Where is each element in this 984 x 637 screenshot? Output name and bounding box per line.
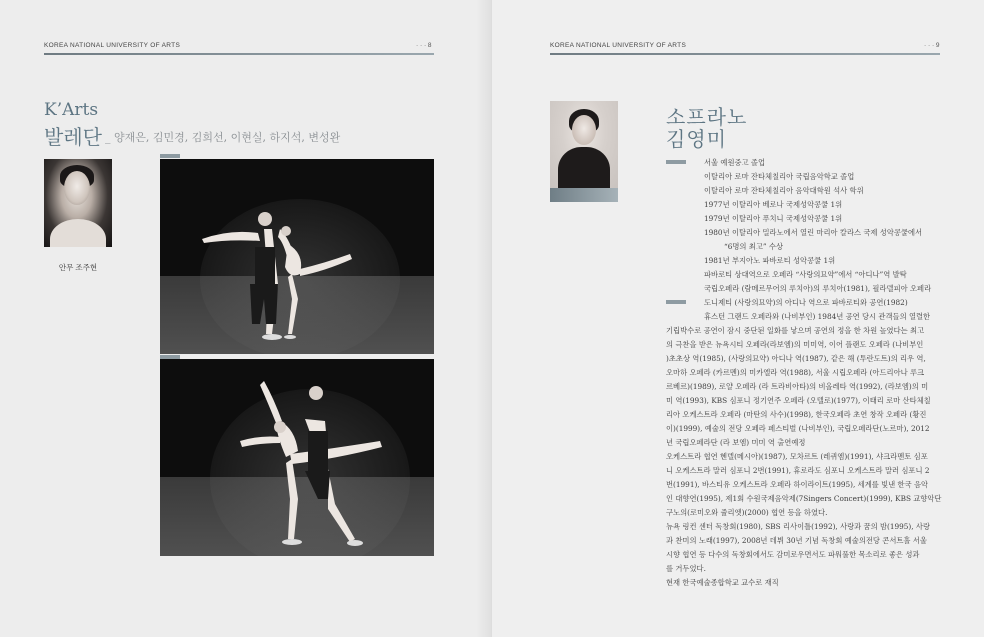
bio-line: 국립오페라 (람메르무어의 루치아)의 루치아(1981), 필라델피아 오페라 <box>704 284 932 293</box>
bio-line: 의 극찬을 받은 뉴욕시티 오페라(라보엠)의 미미역, 이어 플랜도 오페라 (나비부인 <box>666 340 924 349</box>
ballet-photo-2 <box>160 359 434 556</box>
header-rule <box>44 53 434 55</box>
bio-line: 기립박수로 공연이 잠시 중단된 일화를 낳으며 공연의 정을 한 차원 높였다는 최고 <box>666 326 925 335</box>
header-left-page-number <box>416 42 432 49</box>
bio-line: 구노의(로미오와 쥴리엣)(2000) 협연 등을 하였다. <box>666 508 828 517</box>
photo-marker <box>160 154 180 158</box>
header-right-label: KOREA NATIONAL UNIVERSITY OF ARTS <box>550 42 687 49</box>
performer-names: _ 양재은, 김민경, 김희선, 이현실, 하지석, 변성완 <box>105 131 341 144</box>
portrait-strip <box>550 188 618 202</box>
bio-line: 뉴욕 링컨 센터 독창회(1980), SBS 리사이틀(1992), 사랑과 꿈의 밤(1995), 사랑 <box>666 522 931 531</box>
bio-line: 번(1991), 바스티유 오케스트라 오페라 하이라이트(1995), 세계를 빛낸 한국 음악 <box>666 480 929 489</box>
bio-line: 오케스트라 협연 헨델(메시아)(1987), 모차르트 (레퀴엠)(1991), 샤크라멘토 심포 <box>666 452 928 461</box>
header-right-page-number <box>924 42 940 49</box>
bio-line: 르베르)(1989), 로얄 오페라 (라 트라비아타)의 비올레타 역(1992), (라보엠)의 미 <box>666 382 929 391</box>
header-rule <box>550 53 940 55</box>
bio-marker <box>666 300 686 304</box>
bio-line: “6명의 최고” 수상 <box>724 242 784 251</box>
portrait-caption: 안무 조주현 <box>58 263 98 272</box>
dancers-illustration-1 <box>160 159 434 354</box>
choreographer-portrait <box>44 159 112 247</box>
bio-line: 미 역(1993), KBS 심포니 정기연주 오페라 (오텔로)(1977), 이태리 로마 산타체칠 <box>666 396 931 405</box>
bio-line: 과 찬미의 노래(1997), 2008년 데뷔 30년 기념 독창회 예술의전당 콘서트홀 서울 <box>666 536 927 545</box>
bio-line: 이)(1999), 예술의 전당 오페라 페스티벌 (나비부인), 국립오페라단(노르마), 2012 <box>666 424 930 433</box>
bio-line: 를 거두었다. <box>666 564 706 573</box>
bio-line: 서울 예원중고 졸업 <box>704 158 766 167</box>
bio-line: 휴스턴 그랜드 오페라와 (나비부인) 1984년 공연 당시 관객들의 열렬한 <box>704 312 931 321</box>
page-dots: · · · <box>924 42 935 49</box>
bio-line: 이탈리아 로마 잔타체칠리아 국립음악학교 졸업 <box>704 172 855 181</box>
bio-line: )초초상 역(1985), (사랑의묘약) 아디나 역(1987), 같은 해 (투란도트)의 리우 역, <box>666 354 926 363</box>
bio-line: 1980년 이탈리아 밀라노에서 열린 마리아 칼라스 국제 성악콩쿨에서 <box>704 228 923 237</box>
dancers-illustration-2 <box>160 359 434 556</box>
bio-line: 현재 한국예술종합학교 교수로 재직 <box>666 578 779 587</box>
bio-line: 니 오케스트라 말러 심포니 2번(1991), 휴로라도 심포니 오케스트라 말러 심포니 2 <box>666 466 930 475</box>
soprano-portrait <box>550 101 618 188</box>
bio-line: 1979년 이탈리아 푸치니 국제성악콩쿨 1위 <box>704 214 843 223</box>
bio-line: 리아 오케스트라 오페라 (마탄의 사수)(1998), 한국오페라 초연 창작 오페라 (황진 <box>666 410 927 419</box>
performer-name: 김영미 <box>666 127 727 151</box>
bio-marker <box>666 160 686 164</box>
bio-line: 오마하 오페라 (카르멘)의 미카엘라 역(1988), 서울 시립오페라 (아드리아나 루크 <box>666 368 925 377</box>
bio-line: 도니제티 (사랑의묘약)의 아디나 역으로 파바로티와 공연(1982) <box>704 298 908 307</box>
bio-line: 년 국립오페라단 (라 보엠) 미미 역 출연예정 <box>666 438 806 447</box>
page-dots: · · · <box>416 42 427 49</box>
bio-line: 1977년 이탈리아 베로나 국제성악콩쿨 1위 <box>704 200 843 209</box>
bio-line: 이탈리아 로마 잔타체칠리아 음악대학원 석사 학위 <box>704 186 864 195</box>
page-number: 8 <box>427 42 432 49</box>
brand-title: K’Arts <box>44 100 99 120</box>
right-page <box>492 0 984 637</box>
header-left-label: KOREA NATIONAL UNIVERSITY OF ARTS <box>44 42 181 49</box>
performer-role: 소프라노 <box>666 105 748 129</box>
bio-line: 시향 협연 등 다수의 독창회에서도 감미로우면서도 파워풀한 목소리로 좋은 성과 <box>666 550 920 559</box>
ballet-photo-1 <box>160 159 434 354</box>
page-number: 9 <box>935 42 940 49</box>
bio-line: 1981년 부지아노 파바로티 성악콩쿨 1위 <box>704 256 836 265</box>
ensemble-title: 발레단 <box>44 125 102 149</box>
bio-line: 파바로티 상대역으로 오페라 “사랑의묘약”에서 “아디나”역 발탁 <box>704 270 907 279</box>
bio-line: 인 대향연(1995), 제1회 수원국제음악제(7Singers Concert)(1999), KBS 교향악단 <box>666 494 942 503</box>
